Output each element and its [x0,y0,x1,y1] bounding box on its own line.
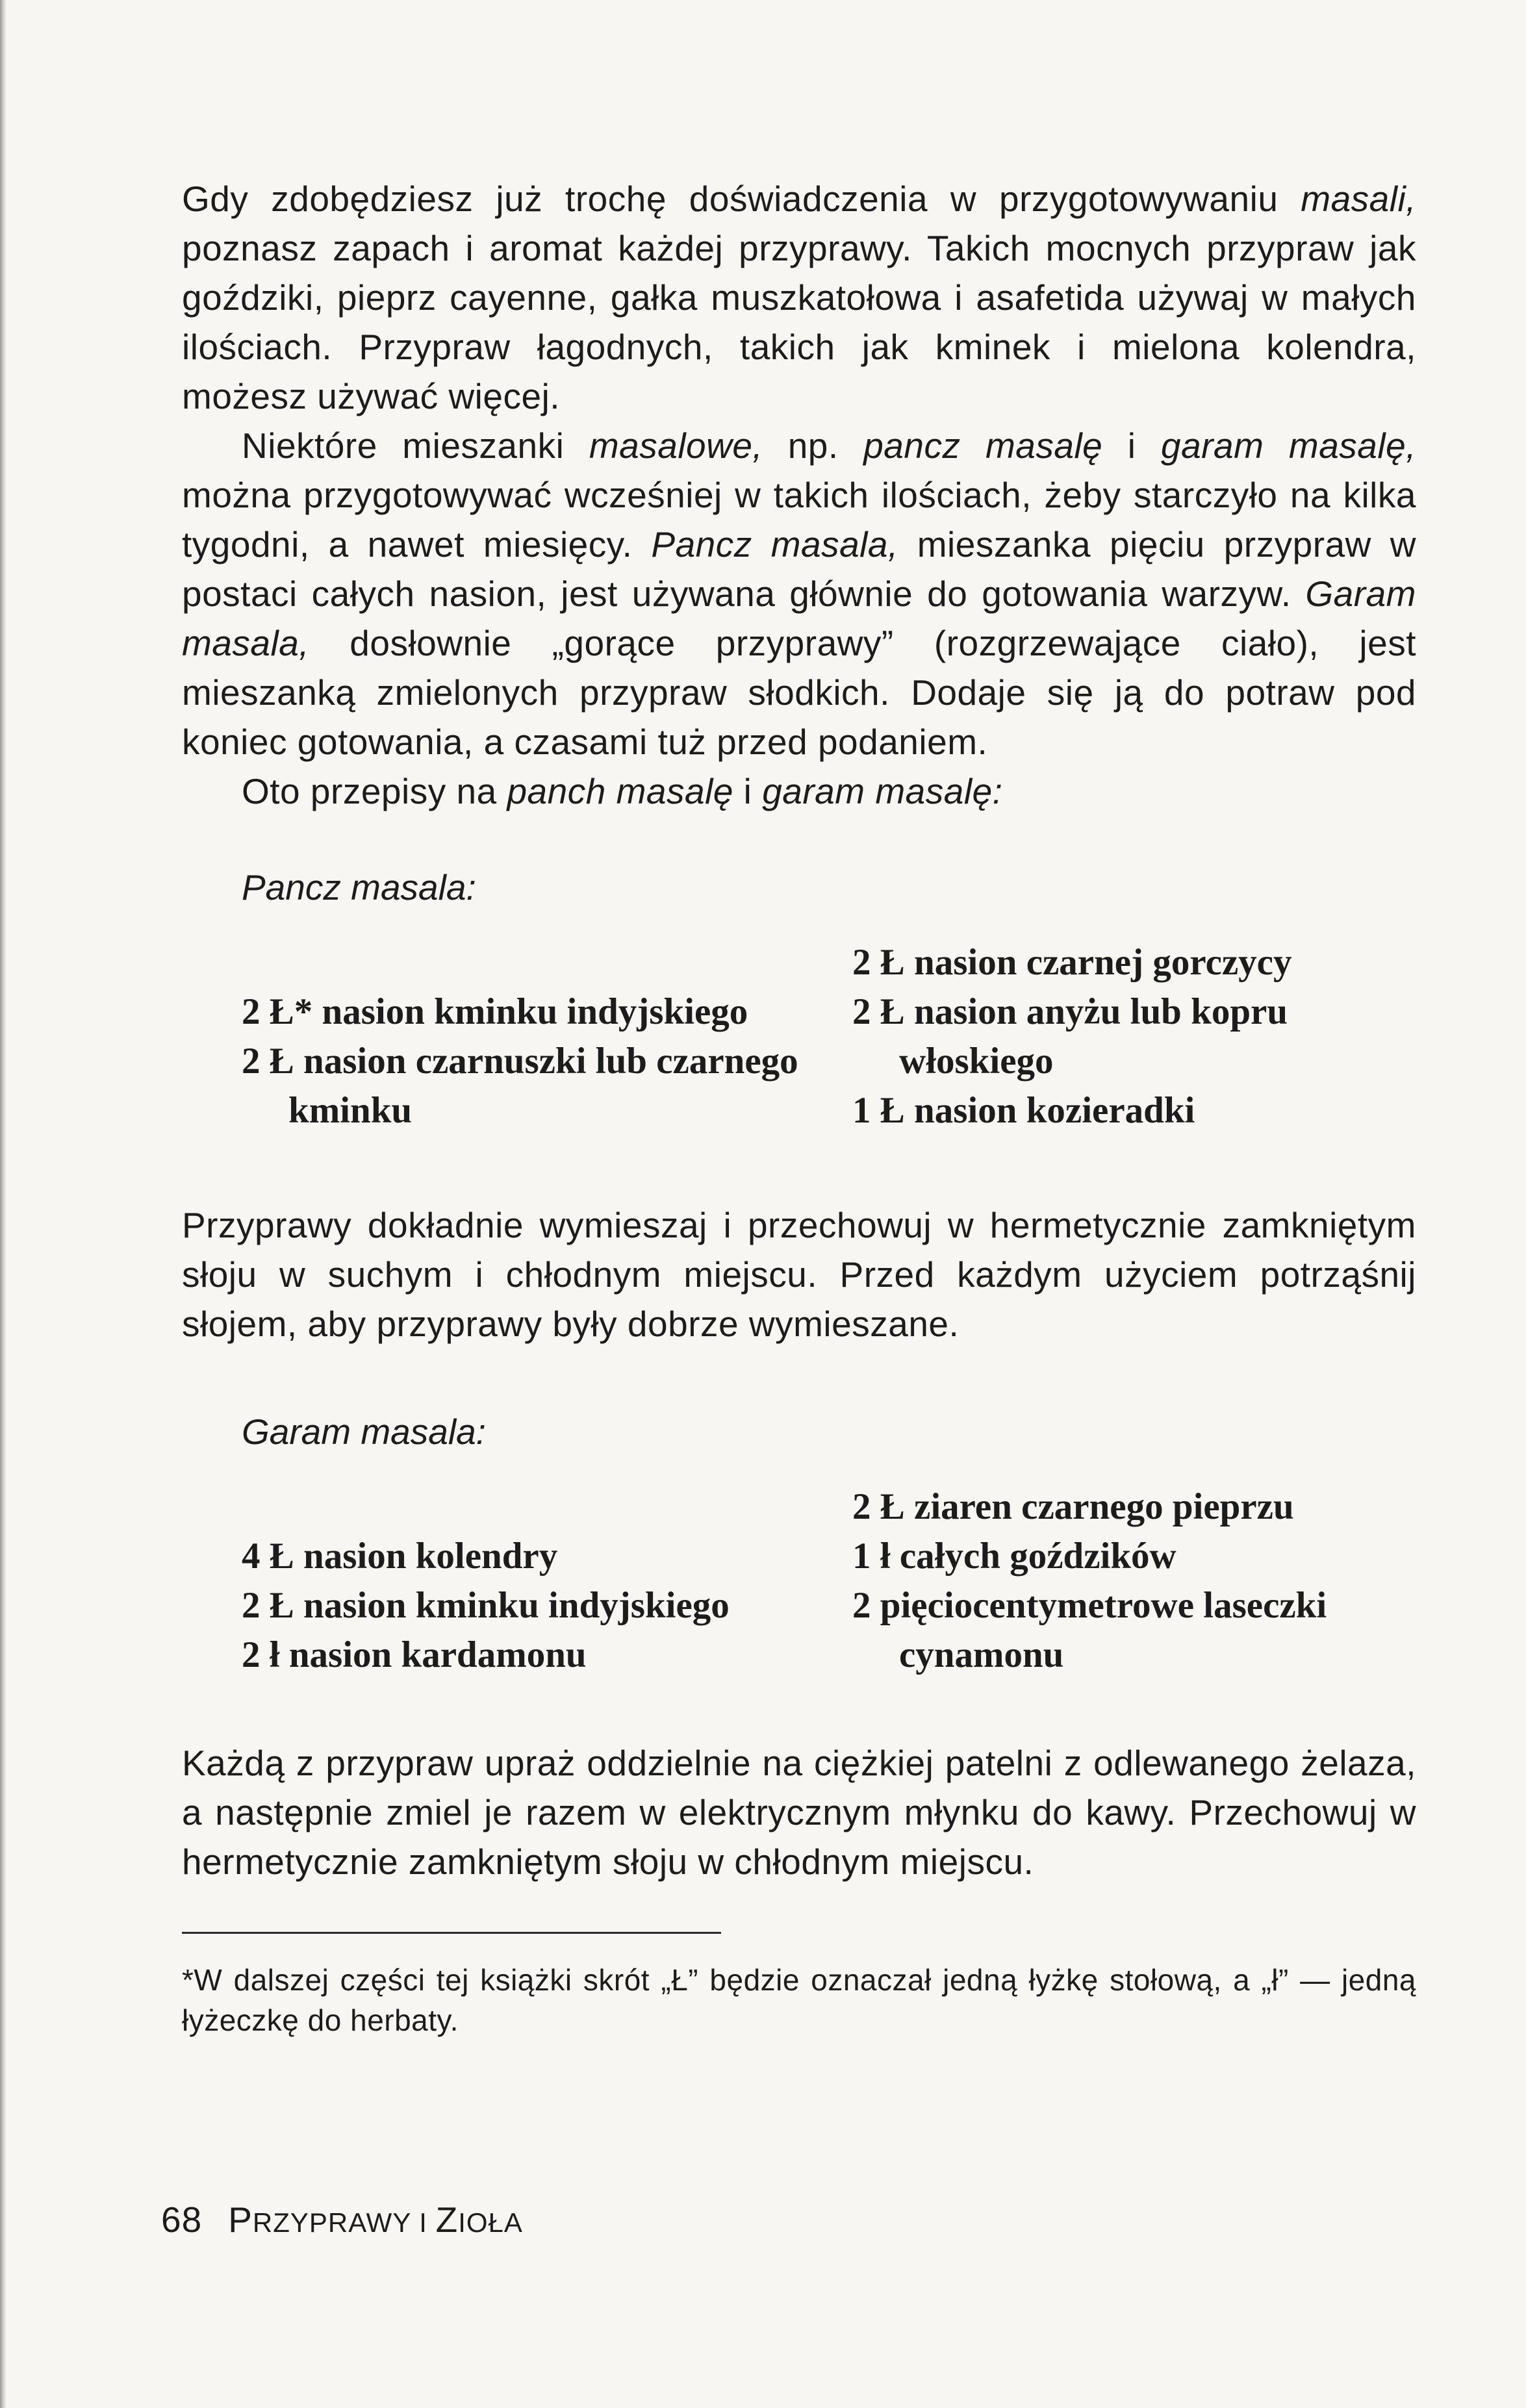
instructions-garam: Każdą z przypraw upraż oddzielnie na ciężkiej patelni z odlewanego żelaza, a następnie zmiel je razem w elektrycznym młynku do kawy. Przechowuj w hermetycznie zamkniętym słoju w chłodnym miejscu. [182,1743,1416,1882]
ingredient-item: 2 Ł ziaren czarnego pieprzu [852,1486,1294,1527]
footnote: *W dalszej części tej książki skrót „Ł” będzie oznaczał jedną łyżkę stołową, a „ł” — jedną łyżeczkę do herbaty. [182,1963,1416,2037]
ingredients-column-left [242,938,852,1135]
text-run: np. [763,425,864,466]
ingredient-item: 4 Ł nasion kolendry [242,1536,558,1577]
ingredient-item: 2 Ł nasion kminku indyjskiego [242,1585,730,1626]
book-spine-shadow [0,0,6,2408]
ingredient-item: 2 ł nasion kardamonu [242,1634,587,1675]
text-run: i [733,771,763,811]
paragraph-masala-mixes [182,421,1416,767]
ingredient-item: 1 Ł nasion kozieradki [852,1090,1195,1131]
ingredients-column-right [852,938,1372,1135]
page-number: 68 [161,2199,203,2240]
ingredient-item: 1 ł całych goździków [852,1536,1176,1577]
italic-run: garam masalę: [762,771,1003,811]
italic-run: Garam masala, [182,574,1416,663]
text-run: dosłownie „gorące przyprawy” (rozgrzewające ciało), jest mieszanką zmielonych przypraw słodkich. Dodaje się ją do potraw pod koniec gotowania, a czasami tuż przed podaniem. [182,623,1416,762]
ingredient-item: 2 Ł nasion czarnej gorczycy [852,942,1292,983]
text-run: można przygotowywać wcześniej w takich ilościach, żeby starczyło na kilka tygodni, a nawet miesięcy. [182,475,1416,564]
ingredient-item: 2 Ł nasion czarnuszki lub czarnego kminku [242,1041,798,1131]
italic-run: pancz masalę [863,425,1103,466]
running-title: PRZYPRAWY I ZIOŁA [228,2199,523,2240]
italic-run: Pancz masala, [651,524,898,564]
text-run: i [1102,425,1161,466]
text-run: poznasz zapach i aromat każdej przyprawy. Takich mocnych przypraw jak goździki, pieprz cayenne, gałka muszkatołowa i asafetida używaj w małych ilościach. Przypraw łagodnych, takich jak kminek i mielona kolendra, możesz używać więcej. [182,228,1416,416]
recipe-title-garam: Garam masala: [242,1412,486,1452]
text-run: Oto przepisy na [242,771,507,811]
page-footer [161,2199,523,2240]
italic-run: garam masalę, [1161,425,1416,466]
ingredient-item: 2 Ł nasion anyżu lub kopru włoskiego [852,991,1288,1082]
ingredients-pancz [182,938,1416,1135]
italic-run: panch masalę [507,771,733,811]
paragraph-intro [182,174,1416,421]
text-run: mieszanka pięciu przypraw w postaci całych nasion, jest używana głównie do gotowania warzyw. [182,524,1416,614]
instructions-pancz: Przyprawy dokładnie wymieszaj i przechowuj w hermetycznie zamkniętym słoju w suchym i chłodnym miejscu. Przed każdym użyciem potrząśnij słojem, aby przyprawy były dobrze wymieszane. [182,1205,1416,1344]
italic-run: masali, [1301,179,1416,219]
paragraph-recipes-intro [182,767,1416,816]
ingredients-column-left [242,1482,852,1680]
page-body [182,174,1416,2040]
ingredient-item: 2 pięciocentymetrowe laseczki cynamonu [852,1585,1327,1675]
ingredients-column-right [852,1482,1372,1680]
text-run: Gdy zdobędziesz już trochę doświadczenia w przygotowywaniu [182,179,1301,219]
text-run: Niektóre mieszanki [242,425,589,466]
ingredients-garam [182,1482,1416,1680]
italic-run: masalowe, [589,425,763,466]
recipe-title-pancz: Pancz masala: [242,867,476,907]
ingredient-item: 2 Ł* nasion kminku indyjskiego [242,991,748,1032]
